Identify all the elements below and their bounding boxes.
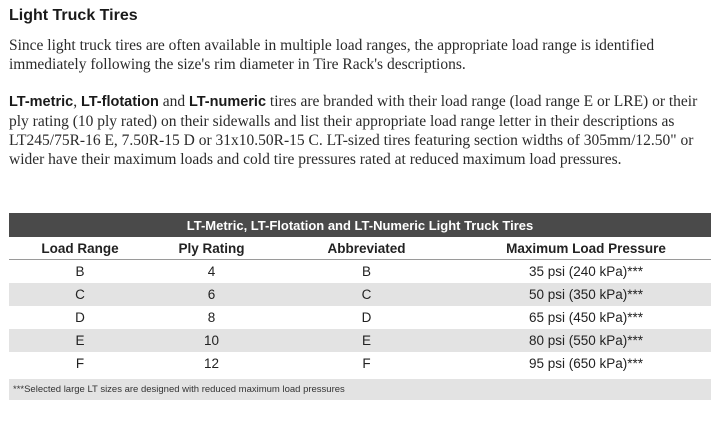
cell-max-load-pressure: 50 psi (350 kPa)*** (528, 287, 644, 302)
table-title: LT-Metric, LT-Flotation and LT-Numeric Light Truck Tires (9, 213, 711, 237)
header-abbreviated: Abbreviated (327, 240, 406, 256)
cell-load-range: D (75, 310, 85, 325)
table-row (9, 306, 711, 329)
term-lt-numeric: LT-numeric (188, 94, 267, 110)
cell-max-load-pressure: 65 psi (450 kPa)*** (528, 310, 644, 325)
cell-max-load-pressure: 35 psi (240 kPa)*** (528, 264, 644, 279)
cell-max-load-pressure: 95 psi (650 kPa)*** (528, 356, 644, 371)
cell-ply-rating: 6 (207, 287, 216, 302)
cell-load-range: C (75, 287, 85, 302)
cell-max-load-pressure: 80 psi (550 kPa)*** (528, 333, 644, 348)
header-max-load-pressure: Maximum Load Pressure (506, 240, 666, 256)
separator-2: and (158, 93, 189, 110)
cell-abbreviated: E (361, 333, 371, 348)
table-footnote: ***Selected large LT sizes are designed with reduced maximum load pressures (9, 379, 711, 400)
table-row (9, 352, 711, 375)
header-load-range: Load Range (41, 240, 119, 256)
intro-paragraph: Since light truck tires are often available in multiple load ranges, the appropriate load range is identified immediately following the size's rim diameter in Tire Rack's descriptions. (9, 37, 655, 73)
cell-abbreviated: B (361, 264, 371, 279)
load-range-table (9, 213, 711, 400)
term-lt-flotation: LT-flotation (80, 94, 159, 110)
cell-load-range: E (75, 333, 85, 348)
cell-ply-rating: 8 (207, 310, 216, 325)
cell-load-range: B (75, 264, 85, 279)
cell-ply-rating: 10 (203, 333, 220, 348)
cell-ply-rating: 12 (203, 356, 220, 371)
cell-load-range: F (75, 356, 85, 371)
description-text: tires are branded with their load range (load range E or LRE) or their ply rating (10 ply rated) on their sidewalls and list their appropriate load range letter in their descriptions as LT245/75R-16 E, 7.50R-15 D or 31x10.50R-15 C. LT-sized tires featuring section widths of 305mm/12.50" or wider have their maximum loads and cold tire pressures rated at reduced maximum load pressures. (9, 93, 698, 168)
header-ply-rating: Ply Rating (178, 240, 245, 256)
table-header-row (9, 237, 711, 260)
separator-1: , (73, 93, 81, 110)
page-heading: Light Truck Tires (9, 7, 138, 24)
cell-abbreviated: F (362, 356, 371, 371)
cell-abbreviated: C (361, 287, 372, 302)
table-row (9, 283, 711, 306)
table-row (9, 329, 711, 352)
table-row (9, 260, 711, 283)
cell-ply-rating: 4 (207, 264, 216, 279)
term-lt-metric: LT-metric (9, 94, 74, 110)
lt-description-paragraph (9, 92, 715, 169)
cell-abbreviated: D (361, 310, 372, 325)
